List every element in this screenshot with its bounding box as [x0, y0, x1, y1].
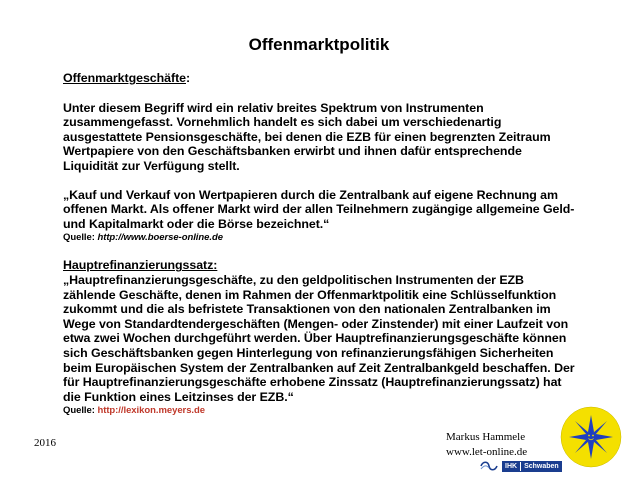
section2-quote-line: zukommt und die als befristete Transaktionen von den nationalen Zentralbanken im [63, 302, 551, 317]
author-name: Markus Hammele [446, 431, 526, 443]
section2-source [63, 404, 603, 417]
section2-quote-line: zählende Geschäfte, denen im Rahmen der Offenmarktpolitik eine Schlüsselfunktion [63, 287, 557, 302]
section2-quote-line: „Hauptrefinanzierungsgeschäfte, zu den geldpolitischen Instrumenten der EZB [63, 272, 524, 287]
author-website[interactable]: www.let-online.de [446, 446, 528, 458]
slide-title: Offenmarktpolitik [248, 35, 390, 54]
section1-quote-line: und Kapitalmarkt oder die Börse bezeichnet.“ [63, 216, 330, 231]
section1-quote-line: „Kauf und Verkauf von Wertpapieren durch die Zentralbank auf eigene Rechnung am [63, 187, 558, 202]
section1-source [63, 231, 603, 244]
section1-heading-line [63, 71, 603, 86]
footer-author-block [446, 430, 527, 460]
section2-quote-line: die Funktion eines Leitzinses der EZB.“ [63, 389, 294, 404]
section1-paragraph-line: Liquidität zur Verfügung stellt. [63, 158, 240, 173]
source-label: Quelle: [63, 232, 98, 244]
section1-paragraph-line: zusammengefasst. Vornehmlich handelt es sich dabei um verschiedenartig [63, 115, 502, 130]
section1-quote-line: offenen Markt. Als offener Markt wird der allen Teilnehmern zugängige allgemeine Geld- [63, 202, 575, 217]
source-link[interactable]: http://lexikon.meyers.de [97, 405, 206, 417]
section2-quote-line: beim Europäischen System der Zentralbanken auf Zeit Zentralbankgeld beschaffen. Der [63, 360, 575, 375]
section1-paragraph-line: Unter diesem Begriff wird ein relativ breites Spektrum von Instrumenten [63, 100, 484, 115]
section1-paragraph-line: ausgestattete Pensionsgeschäfte, bei denen die EZB für einen begrenzten Zeitraum [63, 129, 551, 144]
section2-quote-line: Wege von Standardtendergeschäften (Mengen- oder Zinstender) mit einer Laufzeit von [63, 316, 569, 331]
footer-year: 2016 [34, 437, 56, 449]
ihk-abbr: IHK [505, 462, 518, 470]
ihk-swirl-icon [479, 460, 499, 472]
section1-paragraph-line: Wertpapiere von den Geschäftsbanken erwirbt und ihnen dafür entsprechende [63, 144, 522, 159]
sun-logo-icon [560, 406, 622, 468]
section2-quote-line: sich Geschäftsbanken gegen Hinterlegung von refinanzierungsfähigen Sicherheiten [63, 345, 554, 360]
ihk-logo [479, 460, 562, 472]
section2-heading-line [63, 258, 603, 273]
section2-heading: Hauptrefinanzierungssatz: [63, 258, 218, 273]
section2-quote-line: etwa zwei Wochen durchgeführt werden. Über Hauptrefinanzierungsgeschäfte können [63, 331, 567, 346]
source-label: Quelle: [63, 405, 98, 417]
slide-content [63, 71, 603, 417]
ihk-region: Schwaben [524, 462, 559, 470]
section1-heading-colon: : [186, 71, 191, 85]
ihk-badge [502, 461, 562, 472]
section2-quote-line: für Hauptrefinanzierungsgeschäfte erhobene Zinssatz (Hauptrefinanzierungssatz) hat [63, 375, 562, 390]
source-link[interactable]: http://www.boerse-online.de [97, 232, 223, 244]
section1-heading: Offenmarktgeschäfte [63, 71, 186, 85]
